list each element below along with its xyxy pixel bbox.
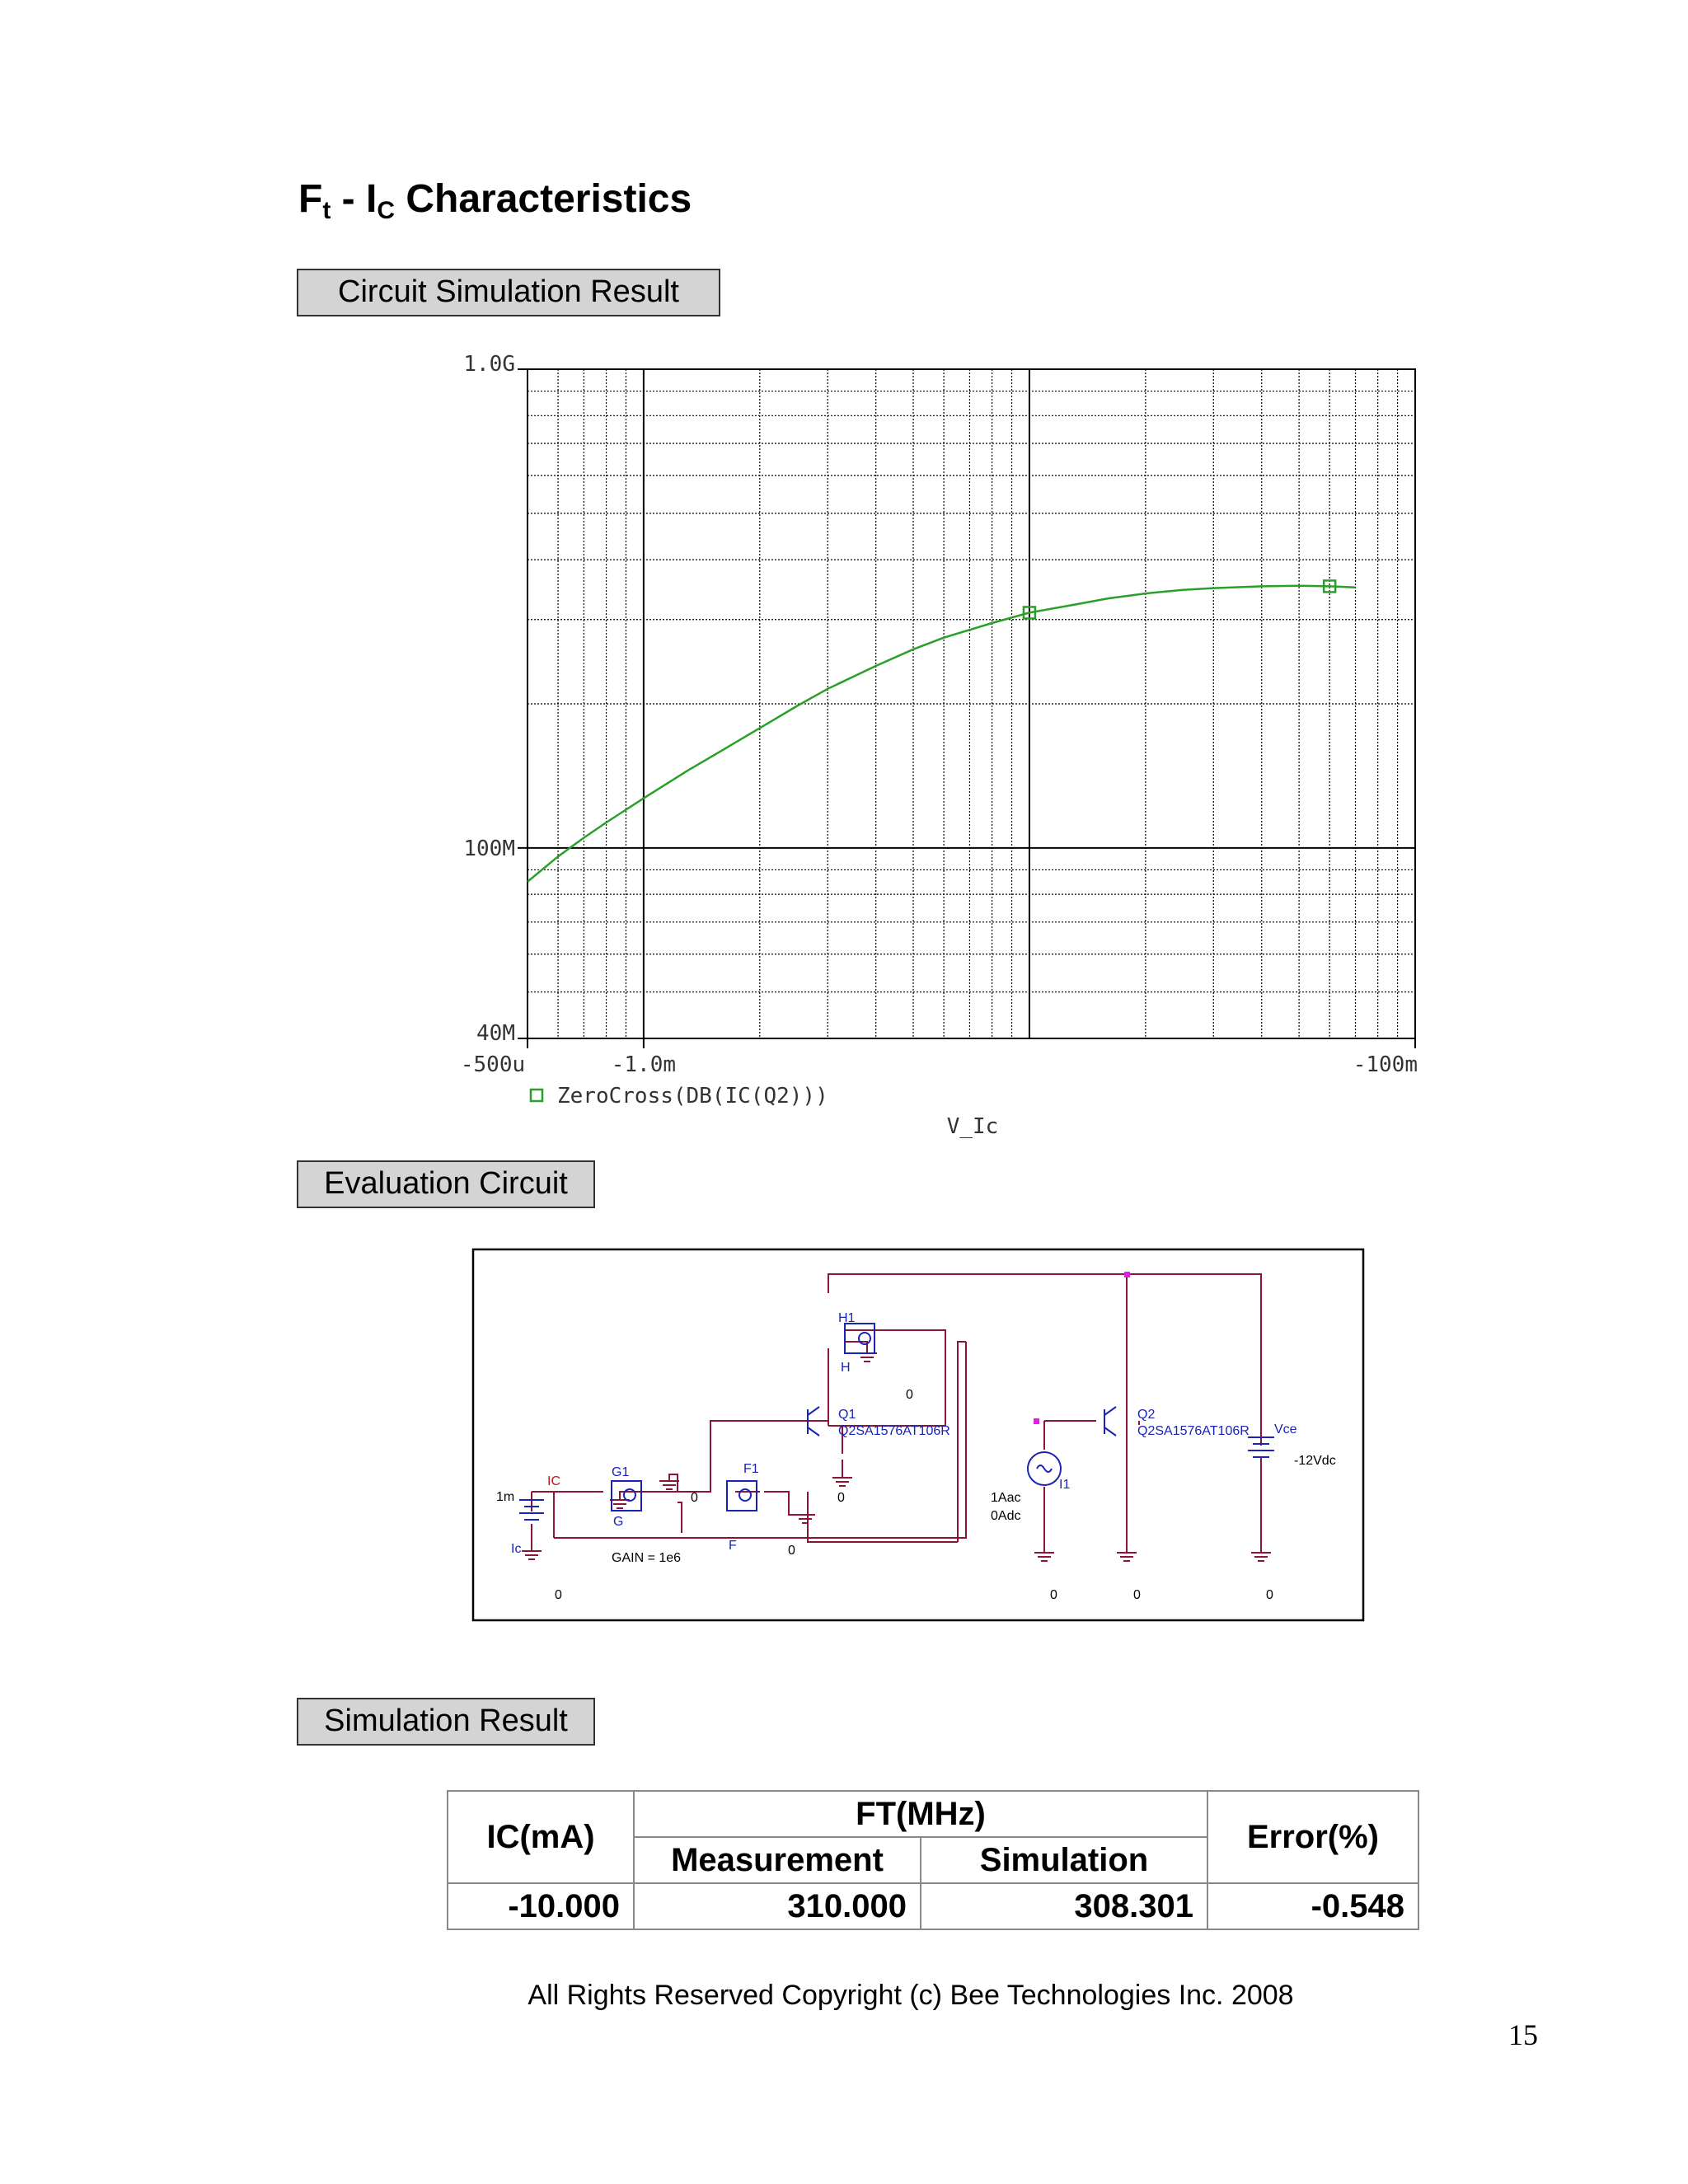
label-0adc: 0Adc xyxy=(991,1509,1021,1523)
chart-grid xyxy=(528,369,1415,1038)
label-h: H xyxy=(841,1361,851,1375)
header-simulation: Simulation xyxy=(921,1837,1207,1883)
title-dash-i: - I xyxy=(331,177,377,221)
label-zero-ic: 0 xyxy=(555,1588,562,1602)
x-tick-label-100m: -100m xyxy=(1353,1052,1418,1077)
cell-error: -0.548 xyxy=(1207,1883,1418,1929)
label-i1: I1 xyxy=(1059,1478,1071,1492)
title-rest: Characteristics xyxy=(395,177,692,221)
y-tick-label-1g: 1.0G xyxy=(463,352,515,377)
label-vce: Vce xyxy=(1274,1422,1297,1436)
section-evaluation-circuit: Evaluation Circuit xyxy=(297,1160,595,1208)
x-tick-label-500u: -500u xyxy=(460,1052,526,1077)
label-h1: H1 xyxy=(838,1311,856,1325)
y-tick-label-40m: 40M xyxy=(476,1021,515,1046)
label-zero-h1: 0 xyxy=(906,1388,913,1402)
label-zero-i1: 0 xyxy=(1050,1588,1057,1602)
label-q1: Q1 xyxy=(838,1408,856,1422)
page-number: 15 xyxy=(1508,2018,1538,2051)
section-simulation-result: Simulation Result xyxy=(297,1698,595,1746)
section-circuit-simulation: Circuit Simulation Result xyxy=(297,269,720,316)
cell-ic: -10.000 xyxy=(448,1883,634,1929)
label-zero-g1: 0 xyxy=(691,1491,698,1505)
header-measurement: Measurement xyxy=(634,1837,921,1883)
label-f: F xyxy=(729,1539,737,1553)
header-ic: IC(mA) xyxy=(448,1791,634,1883)
chart-ticks xyxy=(518,369,1415,1048)
results-table xyxy=(447,1790,1419,1930)
copyright-notice: All Rights Reserved Copyright (c) Bee Technologies Inc. 2008 xyxy=(528,1980,1294,2011)
legend-marker-square xyxy=(531,1090,542,1101)
y-tick-label-100m: 100M xyxy=(463,836,515,861)
label-zero-q2: 0 xyxy=(1133,1588,1141,1602)
label-f1: F1 xyxy=(743,1462,759,1476)
x-axis-label: V_Ic xyxy=(946,1114,999,1139)
cell-simulation: 308.301 xyxy=(921,1883,1207,1929)
x-tick-label-1m: -1.0m xyxy=(611,1052,677,1077)
header-ft: FT(MHz) xyxy=(634,1791,1207,1837)
header-error: Error(%) xyxy=(1207,1791,1418,1883)
label-g1: G1 xyxy=(612,1465,630,1479)
label-vce-value: -12Vdc xyxy=(1294,1454,1336,1468)
title-f: F xyxy=(298,177,323,221)
label-gain: GAIN = 1e6 xyxy=(612,1551,682,1565)
label-q2: Q2 xyxy=(1137,1408,1156,1422)
series-line-zerocross xyxy=(528,586,1356,882)
table-row xyxy=(448,1883,1418,1929)
label-ic-current: Ic xyxy=(511,1542,522,1556)
label-zero-vce: 0 xyxy=(1266,1588,1273,1602)
label-zero-q1: 0 xyxy=(837,1491,845,1505)
label-q1-model: Q2SA1576AT106R xyxy=(838,1424,950,1438)
page-title xyxy=(298,175,692,236)
label-g: G xyxy=(613,1515,624,1529)
label-zero-f1: 0 xyxy=(788,1544,795,1558)
title-sub-t: t xyxy=(322,197,331,224)
label-q2-model: Q2SA1576AT106R xyxy=(1137,1424,1250,1438)
ft-ic-chart xyxy=(412,346,1434,1154)
label-ic-node: IC xyxy=(547,1474,560,1488)
title-sub-c: C xyxy=(377,197,395,224)
label-1m: 1m xyxy=(496,1490,515,1504)
chart-line-group xyxy=(528,586,1356,882)
cell-measurement: 310.000 xyxy=(634,1883,921,1929)
legend-label: ZeroCross(DB(IC(Q2))) xyxy=(557,1084,828,1108)
label-1aac: 1Aac xyxy=(991,1491,1021,1505)
evaluation-circuit xyxy=(471,1248,1365,1622)
